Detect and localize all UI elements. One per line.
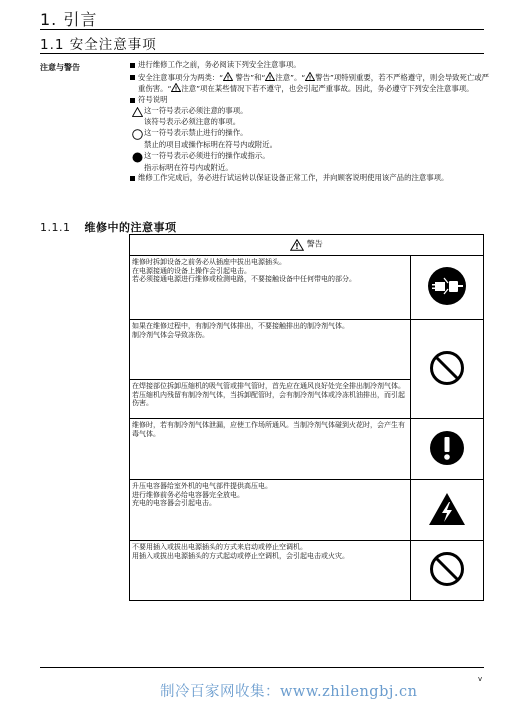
high-voltage-icon — [428, 492, 466, 526]
warning-row-text: 维修时拆卸设备之前务必从插座中拔出电源插头。 在电源接通的设备上操作会引起电击。 若必须接通电源进行维修或检测电路，不要接触设备中任何带电的部分。 — [130, 256, 411, 320]
unplug-icon — [427, 266, 467, 306]
warning-table-header: ! 警告 — [130, 235, 484, 256]
bullet-square-icon — [130, 95, 138, 107]
warning-table — [129, 234, 484, 601]
bullet-item — [130, 60, 490, 72]
symbol-prohibit-row: 这一符号表示禁止进行的操作。 — [130, 128, 490, 140]
open-triangle-icon — [130, 106, 144, 117]
symbol-prohibit-desc: 禁止的项目或操作标明在符号内或附近。 — [144, 139, 278, 149]
filled-circle-icon — [130, 151, 144, 163]
bullet-text: 进行维修工作之前，务必阅读下列安全注意事项。 — [138, 60, 301, 69]
bullet-list — [130, 60, 490, 185]
bullet-item — [130, 72, 490, 95]
bullet-text: 维修工作完成后，务必进行试运转以保证设备正常工作，并向顾客说明使用该产品的注意事项。 — [138, 173, 449, 183]
watermark-text: 制冷百家网收集：www.zhilengbj.cn — [160, 684, 418, 700]
chapter-title: 1. 引言 — [40, 10, 98, 29]
side-label: 注意与警告 — [40, 63, 80, 72]
warning-row-text: 不要用插入或拔出电源插头的方式来启动或停止空调机。 用插入或拔出电源插头的方式起动或停止空调机，会引起电击或火灾。 — [130, 541, 411, 601]
warning-row-icon-cell — [411, 256, 484, 320]
prohibition-icon — [429, 551, 465, 587]
caution-triangle-icon — [265, 72, 275, 81]
bullet-square-icon — [130, 173, 138, 185]
prohibition-icon — [429, 350, 465, 386]
svg-text:!: ! — [269, 75, 272, 81]
bullet-item — [130, 173, 490, 185]
bullet-item — [130, 95, 490, 107]
svg-text:!: ! — [226, 75, 230, 81]
symbol-mandatory-desc: 指示标明在符号内或附近。 — [144, 162, 233, 172]
section-rule — [40, 53, 484, 54]
bullet-square-icon — [130, 72, 138, 84]
page-number: v — [478, 675, 483, 683]
warning-row-icon-cell — [411, 480, 484, 541]
svg-text:!: ! — [295, 242, 299, 251]
bullet-square-icon — [130, 60, 138, 72]
open-circle-icon — [130, 128, 144, 140]
section-title: 1.1 安全注意事项 — [40, 37, 157, 53]
warning-triangle-icon — [305, 72, 315, 81]
warning-row-text: 如果在维修过程中，有制冷剂气体排出，不要接触排出的制冷剂气体。 制冷剂气体会导致冻伤。 — [130, 320, 411, 380]
svg-text:!: ! — [308, 75, 312, 81]
bullet-text: 符号说明 — [138, 94, 168, 104]
symbol-caution-desc: 该符号表示必须注意的事项。 — [144, 117, 241, 127]
symbol-caution-row: 这一符号表示必须注意的事项。 — [130, 106, 490, 117]
symbol-mandatory-row: 这一符号表示必须进行的操作或指示。 — [130, 151, 490, 163]
warning-row-icon-cell — [411, 541, 484, 601]
warning-row-icon-cell — [411, 320, 484, 419]
warning-row-text: 维修时，若有制冷剂气体泄漏，应使工作场所通风。当制冷剂气体碰到火花时，会产生有毒气体。 — [130, 419, 411, 480]
subsection-title: 1.1.1 维修中的注意事项 — [40, 221, 177, 234]
caution-triangle-icon — [171, 83, 181, 92]
bullet-text: 安全注意事项分为两类：“ ! 警告”和“ ! 注意”。“ ! 警告”项特别重要，若不严格遵守，则会导致死亡或严重伤害。“ ! 注意”项在某些情况下若不遵守，也会引起严重事故。因此，务必遵守下列安全注意事项。 — [138, 72, 490, 94]
warning-row-icon-cell — [411, 419, 484, 480]
svg-text:!: ! — [175, 86, 178, 93]
warning-triangle-icon — [223, 72, 233, 81]
exclamation-icon — [429, 430, 465, 466]
warning-row-text: 在焊接部位拆卸压缩机的吸气管或排气管时，首先应在通风良好处完全排出制冷剂气体。 若压缩机内残留有制冷剂气体，当拆卸配管时，会有制冷剂气体或冷冻机油排出，而引起伤害。 — [130, 380, 411, 419]
warning-row-text: 升压电容器给室外机的电气部件提供高压电。 进行维修前务必给电容器完全放电。 充电的电容器会引起电击。 — [130, 480, 411, 541]
chapter-rule — [40, 29, 484, 30]
warning-triangle-icon — [290, 239, 304, 251]
footer-rule — [40, 667, 484, 668]
